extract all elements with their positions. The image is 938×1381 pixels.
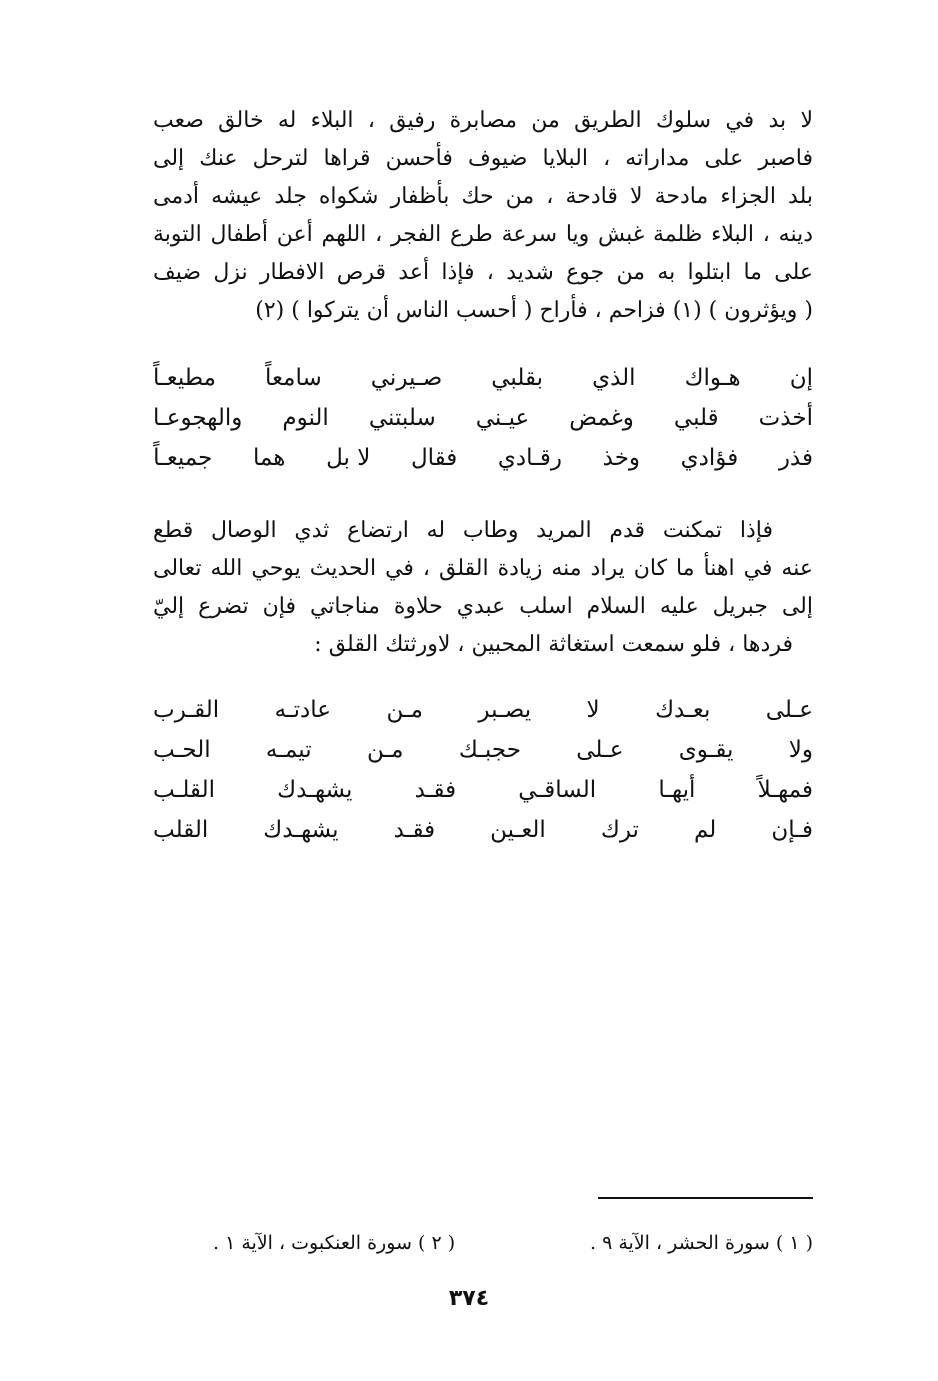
verse-word: فقـد — [393, 817, 436, 843]
footnotes — [213, 1228, 813, 1258]
verse-word: وخذ — [602, 445, 641, 471]
verse-word: صـيرني — [370, 365, 443, 391]
verse-word: الحـب — [153, 737, 211, 763]
verse-row — [153, 398, 813, 438]
verse-row — [153, 358, 813, 398]
verse-word: رقـادي — [497, 445, 563, 471]
verse-word: مـن — [386, 697, 424, 723]
paragraph-line: فردها ، فلو سمعت استغاثة المحبين ، لاورثتك القلق : — [314, 632, 793, 657]
verse-word: يشهـدك — [277, 777, 353, 803]
verse-word: ترك — [600, 817, 639, 843]
verse-word: فـإن — [771, 817, 813, 843]
verse-word: إن — [789, 365, 813, 391]
verse-word: بقلبي — [491, 365, 544, 391]
footnote-1: ( ١ ) سورة الحشر ، الآية ٩ . — [590, 1232, 813, 1254]
page-number: ٣٧٤ — [448, 1286, 490, 1311]
verse-word: القلـب — [153, 777, 215, 803]
verse-row — [153, 730, 813, 770]
verse-word: عـلى — [765, 697, 813, 723]
verse-row — [153, 810, 813, 850]
verse-row — [153, 690, 813, 730]
paragraph-line: فاصبر على مداراته ، البلايا ضيوف فأحسن قراها لترحل عنك إلى — [153, 146, 813, 171]
verse-word: قلبي — [673, 405, 719, 431]
verse-word: عادتـه — [274, 697, 332, 723]
paragraph-line: على ما ابتلوا به من جوع شديد ، فإذا أعد قرص الافطار نزل ضيف — [153, 260, 813, 285]
paragraph-line: بلد الجزاء مادحة لا قادحة ، من حك بأظفار شكواه جلد عيشه أدمى — [153, 184, 813, 209]
paragraph-line: عنه في اهنأ ما كان يراد منه زيادة القلق ، في الحديث يوحي الله تعالى — [153, 556, 813, 581]
verse-word: القلب — [153, 817, 209, 843]
verse-word: عـلى — [576, 737, 624, 763]
verse-word: أيهـا — [658, 777, 696, 803]
verse-row — [153, 770, 813, 810]
paragraph-1 — [153, 102, 813, 330]
footnote-divider — [598, 1197, 813, 1199]
paragraph-line: دينه ، البلاء ظلمة غبش ويا سرعة طرع الفجر ، اللهم أعن أطفال التوبة — [153, 222, 813, 247]
verse-word: فؤادي — [680, 445, 739, 471]
verse-word: هـواك — [684, 365, 741, 391]
verse-word: فذر — [778, 445, 813, 471]
paragraph-line: إلى جبريل عليه السلام اسلب عبدي حلاوة مناجاتي فإن تضرع إليّ — [153, 594, 813, 619]
verse-row — [153, 438, 813, 478]
verse-block-2 — [153, 690, 813, 850]
verse-word: النوم — [282, 405, 329, 431]
paragraph-2 — [153, 512, 813, 664]
verse-word: يصـبر — [478, 697, 532, 723]
verse-word: القـرب — [153, 697, 220, 723]
verse-word: فقـد — [414, 777, 457, 803]
verse-word: تيمـه — [265, 737, 312, 763]
verse-word: يقـوى — [678, 737, 734, 763]
verse-word: ولا — [788, 737, 813, 763]
verse-word: يشهـدك — [263, 817, 339, 843]
verse-word: مطيعـاً — [153, 365, 216, 391]
paragraph-line: فإذا تمكنت قدم المريد وطاب له ارتضاع ثدي الوصال قطع — [153, 518, 773, 543]
verse-word: الساقـي — [518, 777, 597, 803]
verse-word: والهجوعـا — [153, 405, 243, 431]
verse-word: وغمض — [569, 405, 634, 431]
verse-word: لا — [586, 697, 600, 723]
verse-block-1 — [153, 358, 813, 478]
paragraph-line: ( ويؤثرون ) (١) فزاحم ، فأراح ( أحسب الناس أن يتركوا ) (٢) — [255, 298, 813, 323]
verse-word: لا بل — [326, 445, 371, 471]
verse-word: حجبـك — [458, 737, 521, 763]
verse-word: العـين — [490, 817, 546, 843]
verse-word: مـن — [366, 737, 404, 763]
verse-word: عيـني — [475, 405, 530, 431]
verse-word: لم — [693, 817, 717, 843]
footnote-2: ( ٢ ) سورة العنكبوت ، الآية ١ . — [213, 1232, 456, 1254]
verse-word: بعـدك — [655, 697, 711, 723]
verse-word: فقال — [410, 445, 458, 471]
verse-word: سلبتني — [368, 405, 436, 431]
verse-word: أخذت — [758, 405, 813, 431]
paragraph-line: لا بد في سلوك الطريق من مصابرة رفيق ، البلاء له خالق صعب — [153, 108, 813, 133]
verse-word: الذي — [592, 365, 636, 391]
verse-word: فمهـلاً — [757, 777, 813, 803]
verse-word: هما — [253, 445, 286, 471]
verse-word: سامعاً — [265, 365, 322, 391]
verse-word: جميعـاً — [153, 445, 213, 471]
